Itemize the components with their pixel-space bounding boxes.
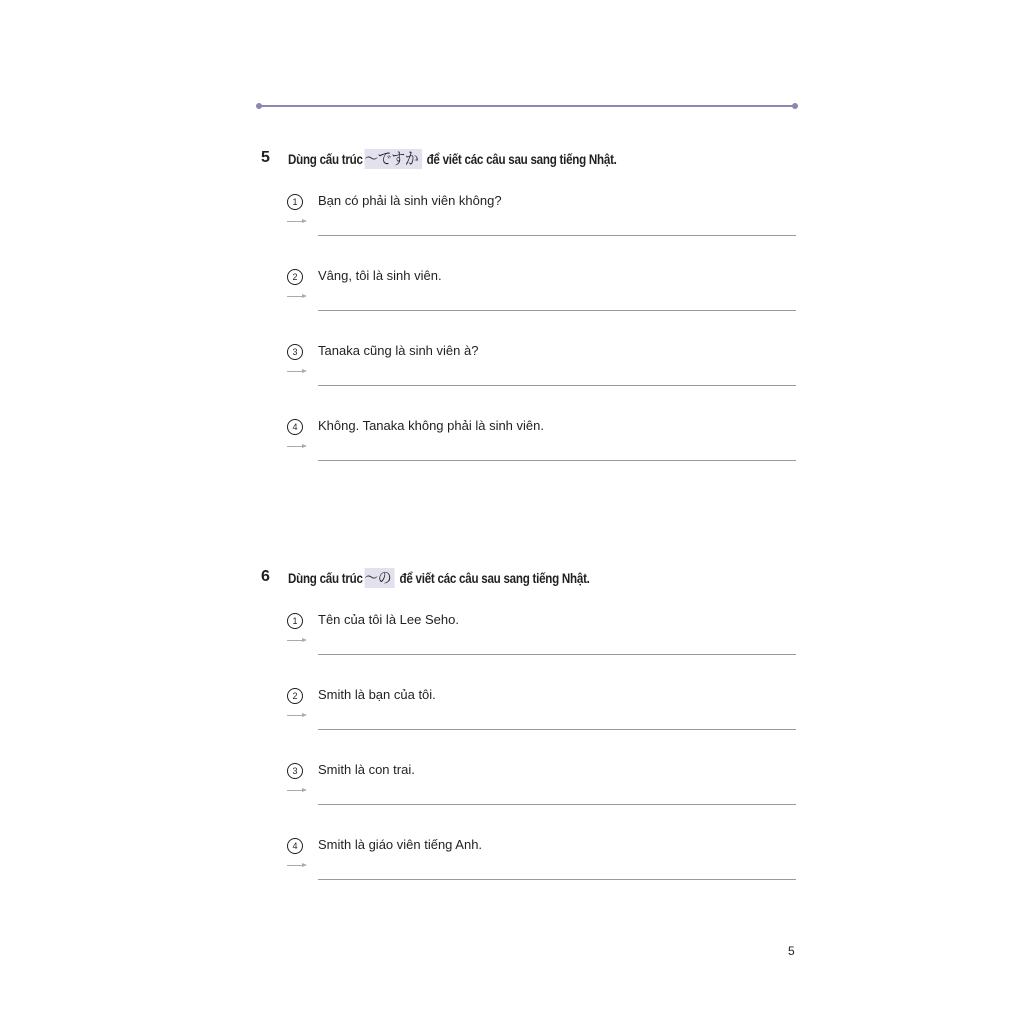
section-number: 5 xyxy=(261,149,270,166)
exercise-item xyxy=(259,344,799,404)
arrow-right-icon xyxy=(287,862,309,870)
instruction-suffix: để viết các câu sau sang tiếng Nhật. xyxy=(396,571,590,586)
exercise-item xyxy=(259,419,799,479)
header-rule xyxy=(259,105,795,107)
answer-line[interactable] xyxy=(318,729,796,730)
item-number-circle: 4 xyxy=(287,419,303,435)
exercise-item xyxy=(259,613,799,673)
page-number: 5 xyxy=(788,944,795,958)
item-prompt: Smith là bạn của tôi. xyxy=(318,687,436,702)
exercise-item xyxy=(259,688,799,748)
answer-line[interactable] xyxy=(318,654,796,655)
item-prompt: Smith là con trai. xyxy=(318,762,415,777)
section-heading xyxy=(259,567,799,591)
instruction-prefix: Dùng cấu trúc xyxy=(288,152,363,167)
arrow-right-icon xyxy=(287,368,309,376)
exercise-item xyxy=(259,838,799,898)
arrow-right-icon xyxy=(287,443,309,451)
answer-line[interactable] xyxy=(318,804,796,805)
exercise-section-6 xyxy=(259,567,799,852)
item-number-circle: 3 xyxy=(287,344,303,360)
item-prompt: Vâng, tôi là sinh viên. xyxy=(318,268,442,283)
item-prompt: Không. Tanaka không phải là sinh viên. xyxy=(318,418,544,433)
arrow-right-icon xyxy=(287,218,309,226)
answer-line[interactable] xyxy=(318,310,796,311)
item-number-circle: 1 xyxy=(287,613,303,629)
exercise-item xyxy=(259,763,799,823)
exercise-section-5 xyxy=(259,148,799,433)
item-number-circle: 1 xyxy=(287,194,303,210)
item-number-circle: 2 xyxy=(287,688,303,704)
answer-line[interactable] xyxy=(318,460,796,461)
arrow-right-icon xyxy=(287,637,309,645)
answer-line[interactable] xyxy=(318,879,796,880)
item-prompt: Smith là giáo viên tiếng Anh. xyxy=(318,837,483,852)
grammar-pattern: 〜の xyxy=(364,568,394,588)
answer-line[interactable] xyxy=(318,385,796,386)
arrow-right-icon xyxy=(287,293,309,301)
arrow-right-icon xyxy=(287,787,309,795)
instruction-suffix: để viết các câu sau sang tiếng Nhật. xyxy=(423,152,617,167)
grammar-pattern: 〜ですか xyxy=(364,149,421,169)
item-number-circle: 4 xyxy=(287,838,303,854)
section-number: 6 xyxy=(261,568,270,585)
arrow-right-icon xyxy=(287,712,309,720)
exercise-item xyxy=(259,269,799,329)
section-heading xyxy=(259,148,799,172)
answer-line[interactable] xyxy=(318,235,796,236)
section-instruction xyxy=(288,568,590,589)
item-number-circle: 3 xyxy=(287,763,303,779)
item-prompt: Bạn có phải là sinh viên không? xyxy=(318,193,502,208)
instruction-prefix: Dùng cấu trúc xyxy=(288,571,363,586)
section-instruction xyxy=(288,149,617,170)
item-number-circle: 2 xyxy=(287,269,303,285)
item-prompt: Tanaka cũng là sinh viên à? xyxy=(318,343,479,358)
item-prompt: Tên của tôi là Lee Seho. xyxy=(318,612,459,627)
exercise-item xyxy=(259,194,799,254)
